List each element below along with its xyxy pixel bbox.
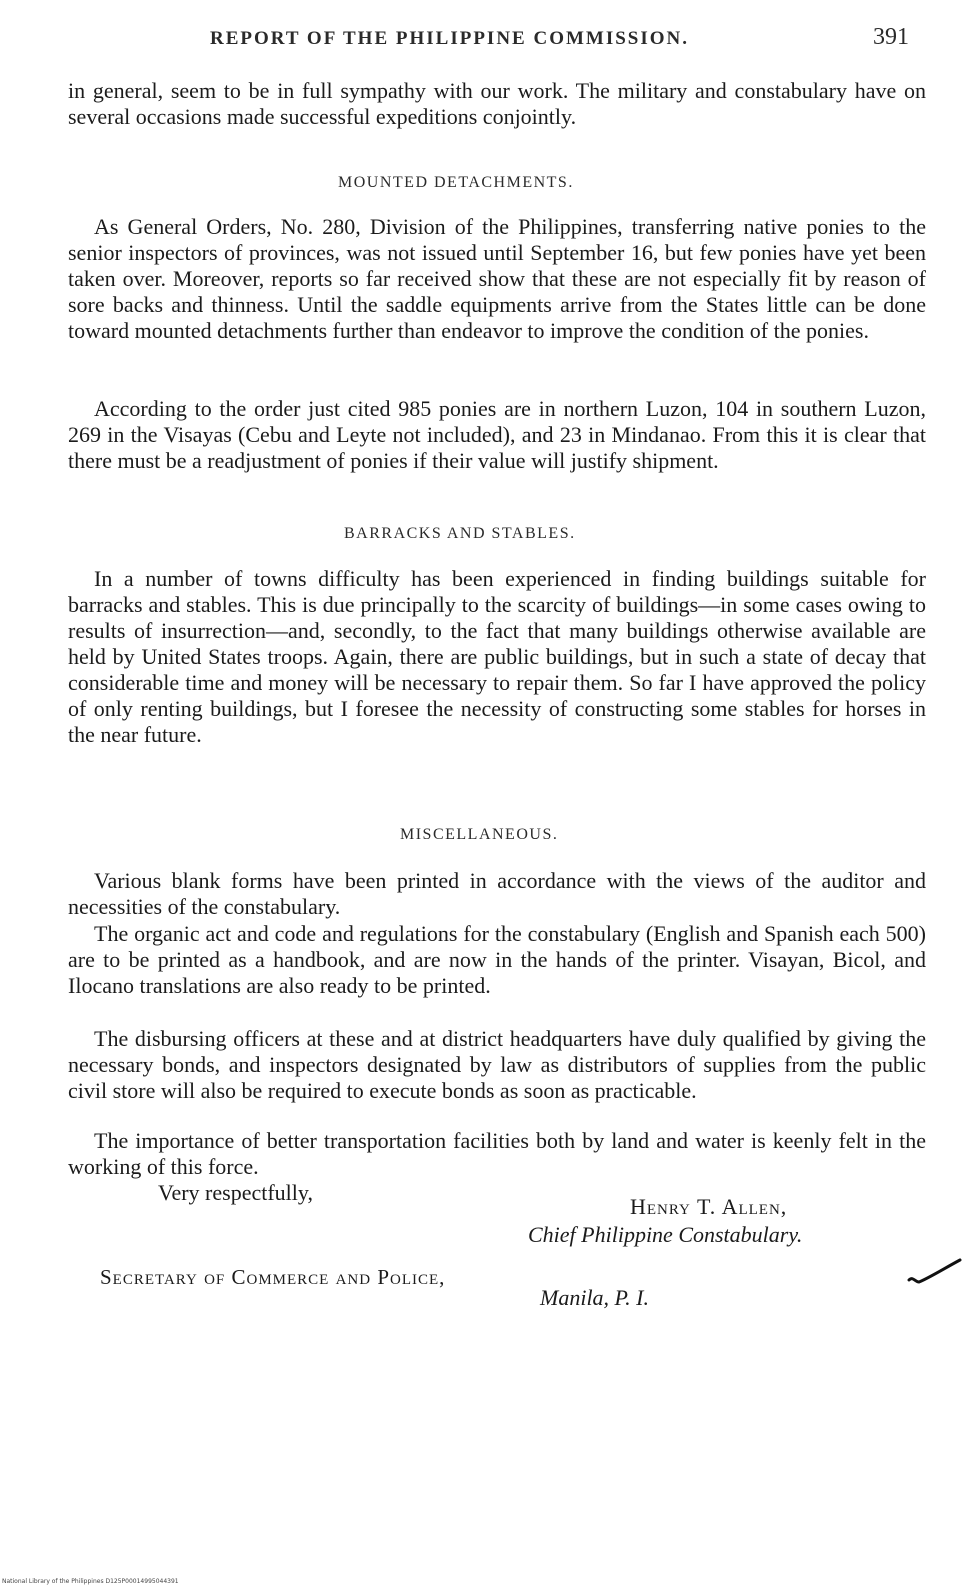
paragraph-barracks-and-stables: In a number of towns difficulty has been experienced in finding buildings suitable for barracks and stables. This is due principally to the scarcity of buildings—in some cases owing to results of insurrection—and, secondly, to the fact that many buildings otherwise available are held by United States troops. Again, there are public buildings, but in such a state of decay that considerable time and money will be necessary to repair them. So far I have approved the policy of only renting buildings, but I foresee the necessity of constructing some stables for horses in the near future. (68, 566, 926, 747)
section-heading-miscellaneous: MISCELLANEOUS. (400, 826, 559, 843)
section-heading-mounted-detachments: MOUNTED DETACHMENTS. (338, 174, 574, 191)
paragraph-miscellaneous-1: Various blank forms have been printed in accordance with the views of the auditor and necessities of the constabulary. (68, 868, 926, 919)
signer-title: Chief Philippine Constabulary. (528, 1222, 803, 1247)
paragraph-mounted-detachments-1: As General Orders, No. 280, Division of the Philippines, transferring native ponies to the senior inspectors of provinces, was not issued until September 16, but few ponies have yet been taken over. Moreover, reports so far received show that these are not especially fit by reason of sore backs and thinness. Until the saddle equipments arrive from the States little can be done toward mounted detachments further than endeavor to improve the condition of the ponies. (68, 214, 926, 343)
addressee-office: Secretary of Commerce and Police, (100, 1265, 446, 1289)
paragraph-mounted-detachments-2: According to the order just cited 985 ponies are in northern Luzon, 104 in southern Luzon, 269 in the Visayas (Cebu and Leyte not included), and 23 in Mindanao. From this it is clear that there must be a readjustment of ponies if their value will justify shipment. (68, 396, 926, 473)
paragraph-miscellaneous-2: The organic act and code and regulations for the constabulary (English and Spanish each 500) are to be printed as a handbook, and are now in the hands of the printer. Visayan, Bicol, and Ilocano translations are also ready to be printed. (68, 921, 926, 998)
intro-paragraph: in general, seem to be in full sympathy with our work. The military and constabulary have on several occasions made successful expeditions conjointly. (68, 78, 926, 129)
addressee-place: Manila, P. I. (540, 1285, 649, 1310)
page-number: 391 (873, 24, 909, 50)
footer-source-note: National Library of the Philippines D125P00014995044391 (2, 1578, 179, 1585)
closing-salutation: Very respectfully, (158, 1180, 313, 1205)
signer-name: Henry T. Allen, (630, 1194, 788, 1219)
paragraph-miscellaneous-3: The disbursing officers at these and at district headquarters have duly qualified by giving the necessary bonds, and inspectors designated by law as distributors of supplies from the public civil store will also be required to execute bonds as soon as practicable. (68, 1026, 926, 1103)
checkmark-icon (905, 1256, 963, 1286)
paragraph-miscellaneous-4: The importance of better transportation facilities both by land and water is keenly felt in the working of this force. (68, 1128, 926, 1179)
running-head: REPORT OF THE PHILIPPINE COMMISSION. (210, 28, 690, 49)
section-heading-barracks-and-stables: BARRACKS AND STABLES. (344, 525, 576, 542)
